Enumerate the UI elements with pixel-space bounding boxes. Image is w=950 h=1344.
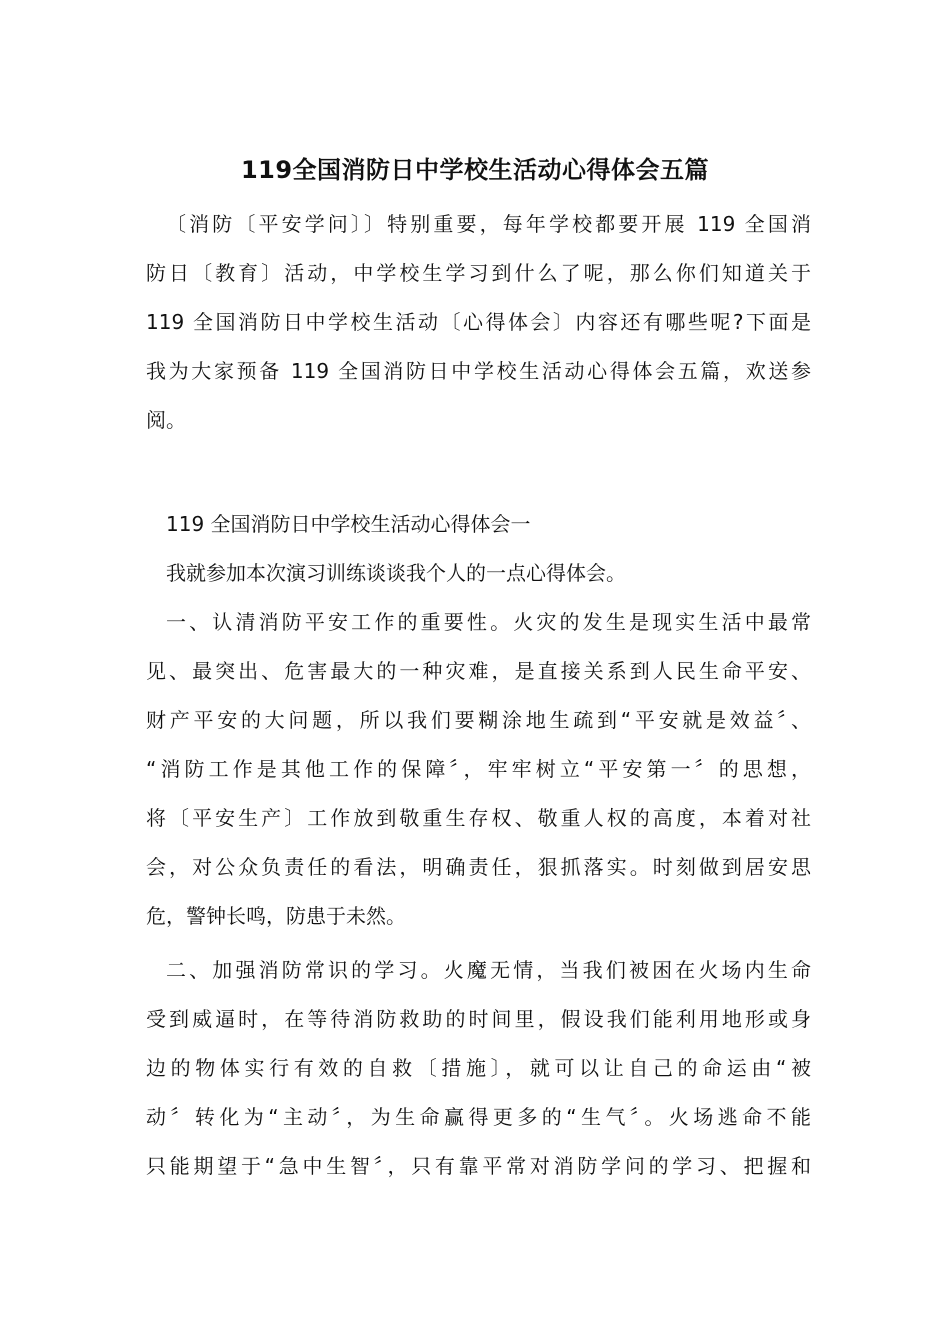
paragraph-line: 财产平安的大问题，所以我们要糊涂地生疏到“平安就是效益〞、 (146, 708, 811, 732)
intro-line: 我为大家预备 119 全国消防日中学校生活动心得体会五篇，欢送参 (146, 359, 811, 383)
paragraph-line: 一、认清消防平安工作的重要性。火灾的发生是现实生活中最常 (166, 610, 811, 634)
intro-line: 防日〔教育〕活动，中学校生学习到什么了呢，那么你们知道关于 (146, 261, 811, 285)
paragraph-line: 受到威逼时，在等待消防救助的时间里，假设我们能利用地形或身 (146, 1007, 811, 1031)
document-title: 119全国消防日中学校生活动心得体会五篇 (240, 156, 710, 184)
paragraph-line: 危，警钟长鸣，防患于未然。 (146, 904, 406, 928)
paragraph-line: 边的物体实行有效的自救〔措施〕，就可以让自己的命运由“被 (146, 1056, 811, 1080)
intro-line: 〔消防〔平安学问〕〕特别重要，每年学校都要开展 119 全国消 (166, 212, 811, 236)
section-heading: 119 全国消防日中学校生活动心得体会一 (166, 512, 531, 536)
paragraph-line: 二、加强消防常识的学习。火魔无情，当我们被困在火场内生命 (166, 958, 811, 982)
paragraph-line: “消防工作是其他工作的保障〞，牢牢树立“平安第一〞的思想， (146, 757, 811, 781)
paragraph-line: 只能期望于“急中生智〞，只有靠平常对消防学问的学习、把握和 (146, 1154, 811, 1178)
paragraph-line: 动〞转化为“主动〞，为生命赢得更多的“生气〞。火场逃命不能 (146, 1105, 811, 1129)
paragraph-line: 会，对公众负责任的看法，明确责任，狠抓落实。时刻做到居安思 (146, 855, 811, 879)
intro-line: 阅。 (146, 408, 186, 432)
opening-paragraph: 我就参加本次演习训练谈谈我个人的一点心得体会。 (166, 561, 626, 585)
paragraph-line: 将〔平安生产〕工作放到敬重生存权、敬重人权的高度，本着对社 (146, 806, 811, 830)
paragraph-line: 见、最突出、危害最大的一种灾难，是直接关系到人民生命平安、 (146, 659, 811, 683)
intro-line: 119 全国消防日中学校生活动〔心得体会〕内容还有哪些呢?下面是 (146, 310, 811, 334)
